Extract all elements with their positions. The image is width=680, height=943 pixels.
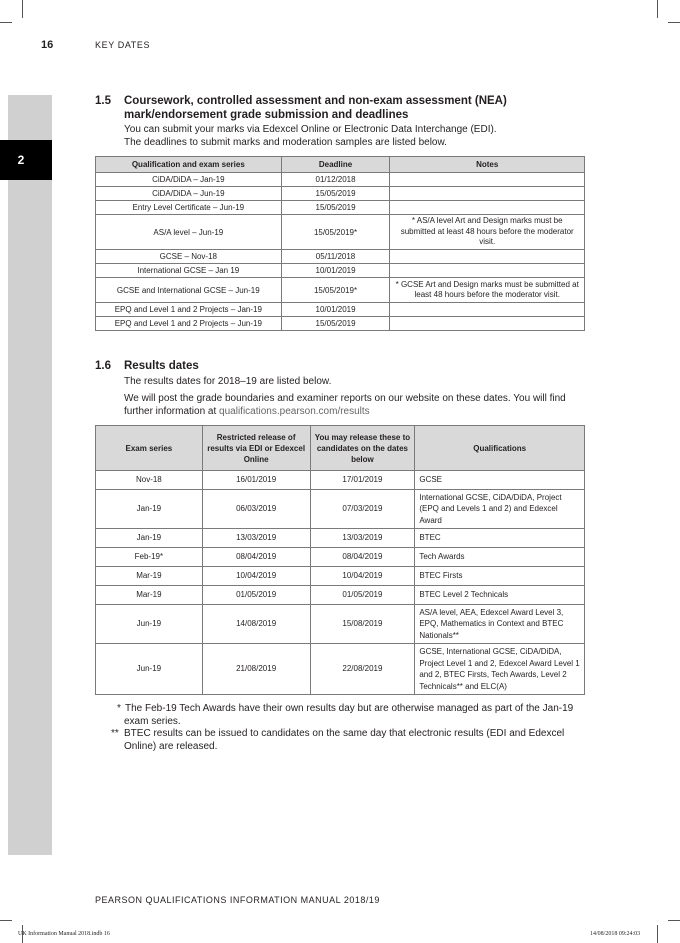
- series-cell: Mar-19: [96, 567, 203, 586]
- series-cell: Feb-19*: [96, 548, 203, 567]
- section-number: 1.6: [95, 360, 111, 372]
- qualifications-cell: Tech Awards: [415, 548, 585, 567]
- qualification-cell: GCSE and International GCSE – Jun-19: [96, 278, 282, 303]
- column-header: Qualification and exam series: [96, 157, 282, 173]
- page-number: 16: [41, 39, 54, 51]
- section-title: Results dates: [124, 360, 199, 372]
- crop-mark: [0, 22, 12, 23]
- footnote-text: BTEC results can be issued to candidates on the same day that electronic results (EDI and Edexcel Online) are released.: [124, 728, 565, 752]
- intro-text: We will post the grade boundaries and examiner reports on our website on these dates. You will find further information at: [124, 393, 566, 417]
- notes-cell: [390, 264, 585, 278]
- release-cell: 22/08/2019: [310, 644, 415, 695]
- margin-bar: [8, 95, 52, 855]
- intro-paragraph: The deadlines to submit marks and moderation samples are listed below.: [124, 137, 447, 148]
- deadline-cell: 15/05/2019*: [281, 278, 390, 303]
- running-head: KEY DATES: [95, 40, 151, 50]
- qualifications-cell: BTEC Level 2 Technicals: [415, 586, 585, 605]
- notes-cell: [390, 317, 585, 331]
- release-cell: 17/01/2019: [310, 471, 415, 490]
- section-number: 1.5: [95, 95, 111, 107]
- intro-paragraph: [124, 392, 584, 418]
- series-cell: Jun-19: [96, 644, 203, 695]
- table-row: [96, 490, 585, 529]
- crop-mark: [668, 22, 680, 23]
- chapter-tab[interactable]: [0, 140, 52, 180]
- section-heading-1-5: [95, 94, 564, 122]
- restricted-cell: 08/04/2019: [202, 548, 310, 567]
- qualification-cell: EPQ and Level 1 and 2 Projects – Jan-19: [96, 303, 282, 317]
- intro-paragraph: You can submit your marks via Edexcel Online or Electronic Data Interchange (EDI).: [124, 124, 497, 135]
- release-cell: 08/04/2019: [310, 548, 415, 567]
- qualification-cell: AS/A level – Jun-19: [96, 215, 282, 250]
- table-row: [96, 173, 585, 187]
- table-row: [96, 605, 585, 644]
- notes-cell: [390, 187, 585, 201]
- table-row: [96, 529, 585, 548]
- qualifications-cell: BTEC: [415, 529, 585, 548]
- series-cell: Jan-19: [96, 529, 203, 548]
- deadline-cell: 10/01/2019: [281, 264, 390, 278]
- qualification-cell: EPQ and Level 1 and 2 Projects – Jun-19: [96, 317, 282, 331]
- restricted-cell: 16/01/2019: [202, 471, 310, 490]
- qualification-cell: CiDA/DiDA – Jun-19: [96, 187, 282, 201]
- deadlines-table: [95, 156, 585, 331]
- crop-mark: [0, 920, 12, 921]
- column-header: Qualifications: [415, 426, 585, 471]
- table-row: [96, 317, 585, 331]
- deadline-cell: 15/05/2019: [281, 187, 390, 201]
- qualifications-cell: AS/A level, AEA, Edexcel Award Level 3, EPQ, Mathematics in Context and BTEC Nationals**: [415, 605, 585, 644]
- table-row: [96, 250, 585, 264]
- column-header: Exam series: [96, 426, 203, 471]
- qualification-cell: GCSE – Nov-18: [96, 250, 282, 264]
- qualifications-cell: BTEC Firsts: [415, 567, 585, 586]
- restricted-cell: 13/03/2019: [202, 529, 310, 548]
- column-header: Deadline: [281, 157, 390, 173]
- intro-paragraph: The results dates for 2018–19 are listed below.: [124, 376, 332, 387]
- table-row: [96, 278, 585, 303]
- print-slug-file: UK Information Manual 2018.indb 16: [18, 931, 110, 937]
- deadline-cell: 15/05/2019: [281, 317, 390, 331]
- release-cell: 07/03/2019: [310, 490, 415, 529]
- series-cell: Nov-18: [96, 471, 203, 490]
- results-link[interactable]: qualifications.pearson.com/results: [219, 406, 370, 417]
- release-cell: 10/04/2019: [310, 567, 415, 586]
- series-cell: Mar-19: [96, 586, 203, 605]
- release-cell: 01/05/2019: [310, 586, 415, 605]
- crop-mark: [657, 925, 658, 943]
- restricted-cell: 10/04/2019: [202, 567, 310, 586]
- table-header-row: [96, 426, 585, 471]
- notes-cell: [390, 173, 585, 187]
- notes-cell: * AS/A level Art and Design marks must be submitted at least 48 hours before the moderator visit.: [390, 215, 585, 250]
- restricted-cell: 01/05/2019: [202, 586, 310, 605]
- notes-cell: [390, 303, 585, 317]
- qualifications-cell: GCSE, International GCSE, CiDA/DiDA, Project Level 1 and 2, Edexcel Award Level 1 and 2, BTEC Firsts, Tech Awards, Level 2 Technicals** and ELC(A): [415, 644, 585, 695]
- restricted-cell: 21/08/2019: [202, 644, 310, 695]
- table-row: [96, 471, 585, 490]
- deadline-cell: 10/01/2019: [281, 303, 390, 317]
- qualification-cell: Entry Level Certificate – Jun-19: [96, 201, 282, 215]
- qualifications-cell: GCSE: [415, 471, 585, 490]
- column-header: Notes: [390, 157, 585, 173]
- release-cell: 15/08/2019: [310, 605, 415, 644]
- section-title: Coursework, controlled assessment and non-exam assessment (NEA) mark/endorsement grade submission and deadlines: [124, 95, 507, 121]
- column-header: You may release these to candidates on the dates below: [310, 426, 415, 471]
- crop-mark: [657, 0, 658, 18]
- restricted-cell: 06/03/2019: [202, 490, 310, 529]
- crop-mark: [22, 0, 23, 18]
- crop-mark: [668, 920, 680, 921]
- qualifications-cell: International GCSE, CiDA/DiDA, Project (EPQ and Levels 1 and 2) and Edexcel Award: [415, 490, 585, 529]
- notes-cell: [390, 201, 585, 215]
- print-slug-timestamp: 14/08/2018 09:24:03: [590, 931, 641, 937]
- footnote-text: The Feb-19 Tech Awards have their own results day but are otherwise managed as part of the Jan-19 exam series.: [124, 703, 574, 727]
- column-header: Restricted release of results via EDI or Edexcel Online: [202, 426, 310, 471]
- table-row: [96, 548, 585, 567]
- release-cell: 13/03/2019: [310, 529, 415, 548]
- series-cell: Jan-19: [96, 490, 203, 529]
- table-row: [96, 201, 585, 215]
- restricted-cell: 14/08/2019: [202, 605, 310, 644]
- deadline-cell: 15/05/2019: [281, 201, 390, 215]
- results-table: [95, 425, 585, 695]
- footnote-marker: **: [111, 728, 119, 739]
- deadline-cell: 05/11/2018: [281, 250, 390, 264]
- table-row: [96, 644, 585, 695]
- series-cell: Jun-19: [96, 605, 203, 644]
- footnote-marker: *: [117, 703, 121, 714]
- table-row: [96, 303, 585, 317]
- table-row: [96, 264, 585, 278]
- notes-cell: * GCSE Art and Design marks must be submitted at least 48 hours before the moderator visit.: [390, 278, 585, 303]
- qualification-cell: CiDA/DiDA – Jan-19: [96, 173, 282, 187]
- table-row: [96, 567, 585, 586]
- table-row: [96, 215, 585, 250]
- table-row: [96, 586, 585, 605]
- chapter-number: 2: [17, 153, 25, 167]
- page-footer: PEARSON QUALIFICATIONS INFORMATION MANUAL 2018/19: [95, 895, 380, 905]
- qualification-cell: International GCSE – Jan 19: [96, 264, 282, 278]
- table-row: [96, 187, 585, 201]
- notes-cell: [390, 250, 585, 264]
- deadline-cell: 15/05/2019*: [281, 215, 390, 250]
- section-heading-1-6: [95, 359, 564, 373]
- table-header-row: [96, 157, 585, 173]
- deadline-cell: 01/12/2018: [281, 173, 390, 187]
